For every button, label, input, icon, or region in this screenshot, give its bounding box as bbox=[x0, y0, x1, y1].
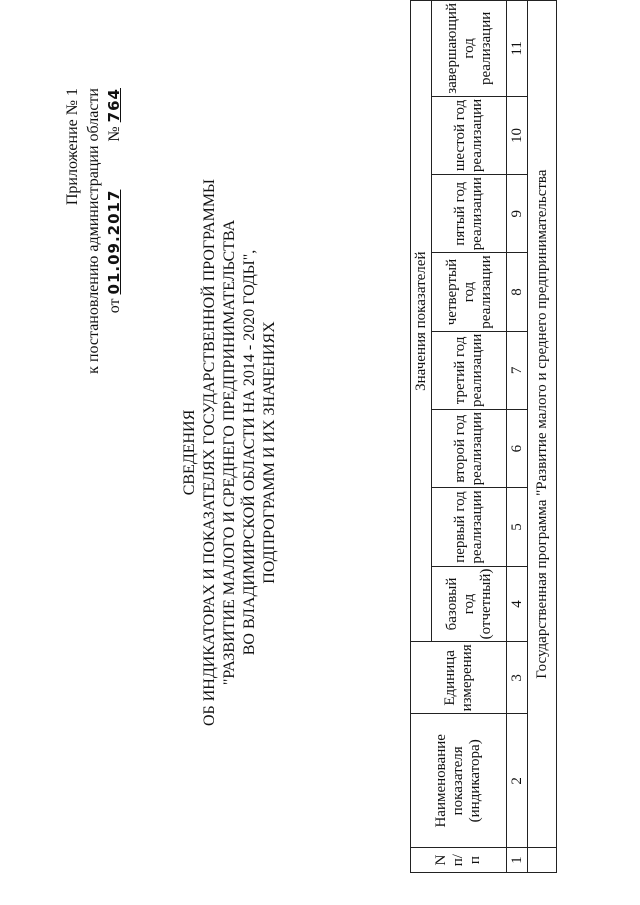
appendix-title: Приложение № 1 bbox=[64, 88, 81, 206]
col-number: 10 bbox=[507, 96, 528, 174]
header-n: N п/п bbox=[411, 848, 507, 873]
indicators-table bbox=[410, 0, 557, 873]
col-number: 9 bbox=[507, 175, 528, 253]
header-name: Наименование показателя (индикатора) bbox=[411, 714, 507, 848]
header-col-3: третий год реализации bbox=[432, 331, 507, 409]
table-header-row bbox=[411, 1, 432, 873]
program-row bbox=[528, 1, 557, 873]
appendix-date-number bbox=[104, 88, 125, 374]
number-prefix: № bbox=[106, 126, 123, 142]
program-row-number-cell bbox=[528, 848, 557, 873]
col-number: 1 bbox=[507, 848, 528, 873]
header-col-5: пятый год реализации bbox=[432, 175, 507, 253]
header-col-2: второй год реализации bbox=[432, 410, 507, 488]
header-values-group: Значения показателей bbox=[411, 1, 432, 642]
header-col-base: базовый год (отчетный) bbox=[432, 566, 507, 642]
title-line-3: "РАЗВИТИЕ МАЛОГО И СРЕДНЕГО ПРЕДПРИНИМАТЕЛЬСТВА bbox=[221, 219, 238, 686]
handwritten-date: 01.09.2017 bbox=[105, 189, 123, 295]
column-numbers-row bbox=[507, 1, 528, 873]
title-line-5: ПОДПРОГРАММ И ИХ ЗНАЧЕНИЯХ bbox=[261, 321, 278, 584]
title-line-2: ОБ ИНДИКАТОРАХ И ПОКАЗАТЕЛЯХ ГОСУДАРСТВЕННОЙ ПРОГРАММЫ bbox=[201, 179, 218, 726]
title-line-1: СВЕДЕНИЯ bbox=[181, 409, 198, 496]
col-number: 2 bbox=[507, 714, 528, 848]
header-col-1: первый год реализации bbox=[432, 488, 507, 566]
col-number: 7 bbox=[507, 331, 528, 409]
col-number: 3 bbox=[507, 642, 528, 714]
header-col-4: четвертый год реализации bbox=[432, 253, 507, 331]
header-col-final: завершающий год реализации bbox=[432, 1, 507, 97]
program-row-title: Государственная программа "Развитие малого и среднего предпринимательства bbox=[528, 1, 557, 848]
col-number: 8 bbox=[507, 253, 528, 331]
appendix-block bbox=[62, 88, 125, 374]
appendix-reference: к постановлению администрации области bbox=[85, 88, 102, 374]
col-number: 4 bbox=[507, 566, 528, 642]
col-number: 11 bbox=[507, 1, 528, 97]
date-prefix: от bbox=[106, 298, 123, 314]
col-number: 6 bbox=[507, 410, 528, 488]
document-title bbox=[180, 0, 280, 905]
title-line-4: ВО ВЛАДИМИРСКОЙ ОБЛАСТИ НА 2014 - 2020 ГОДЫ", bbox=[241, 249, 258, 656]
header-col-6: шестой год реализации bbox=[432, 96, 507, 174]
header-unit: Единица измерения bbox=[411, 642, 507, 714]
handwritten-number: 764 bbox=[105, 88, 123, 123]
col-number: 5 bbox=[507, 488, 528, 566]
